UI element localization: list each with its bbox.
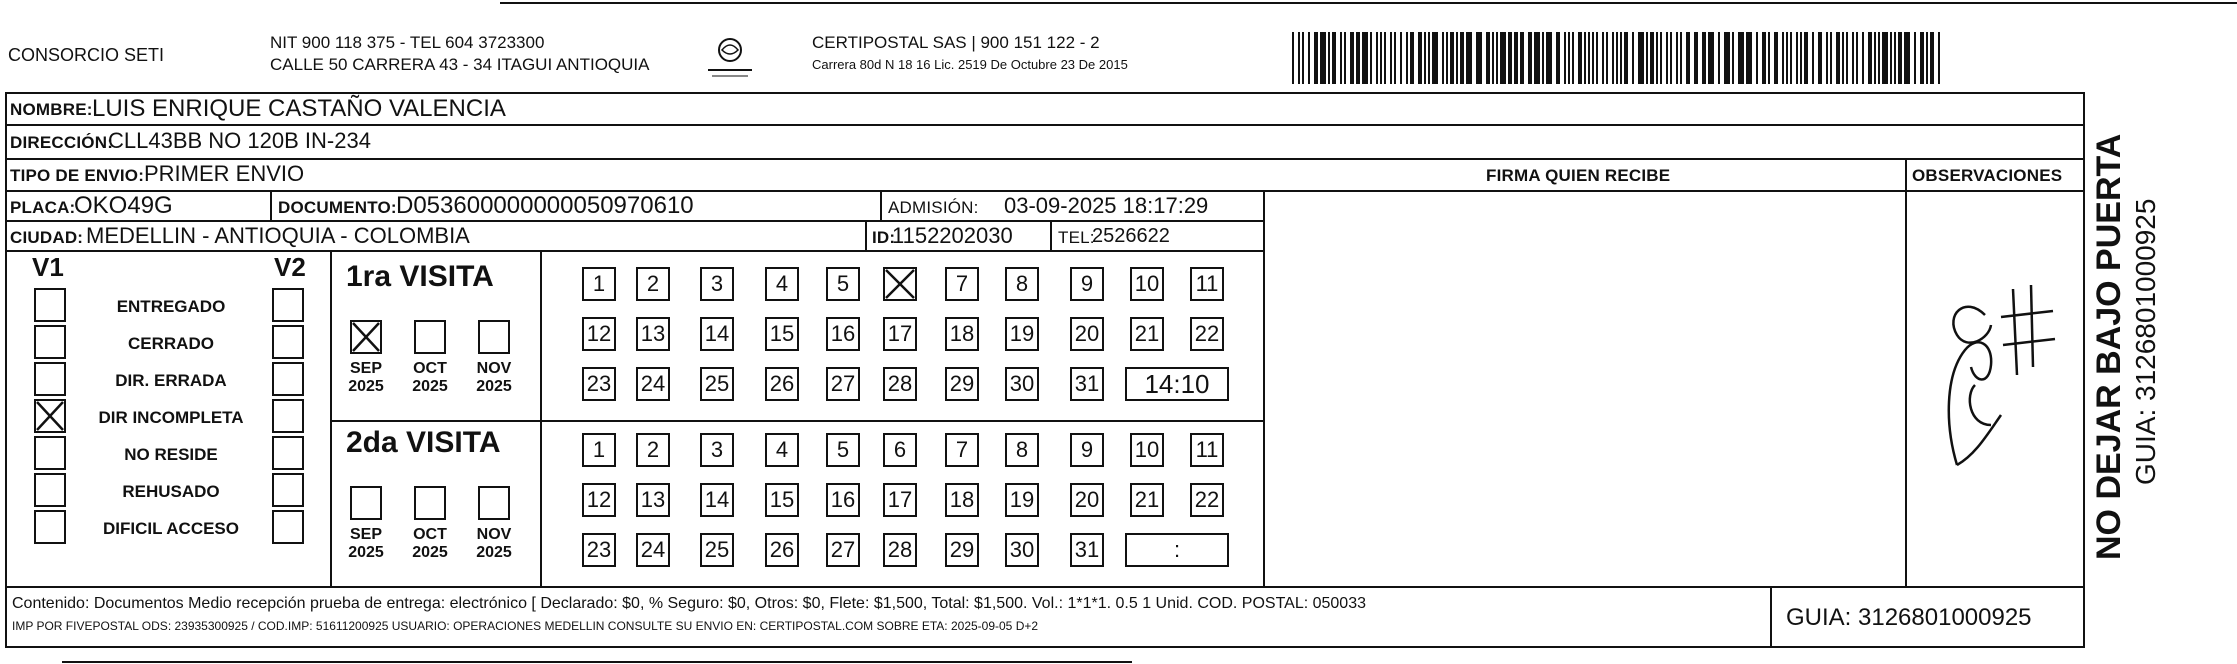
- day-box[interactable]: 7: [945, 267, 979, 301]
- nombre-value: LUIS ENRIQUE CASTAÑO VALENCIA: [92, 95, 506, 122]
- v2-checkbox[interactable]: [272, 325, 304, 359]
- tel-label: TEL:: [1058, 228, 1095, 247]
- day-box[interactable]: 2: [636, 267, 670, 301]
- direccion-value: CLL43BB NO 120B IN-234: [108, 128, 371, 153]
- month-label: OCT 2025: [412, 526, 448, 562]
- day-box[interactable]: 28: [883, 533, 917, 567]
- status-label: DIR. ERRADA: [115, 371, 227, 390]
- placa-value: OKO49G: [74, 192, 173, 219]
- day-box[interactable]: 11: [1190, 267, 1224, 301]
- ciudad-label: CIUDAD:: [10, 228, 84, 247]
- v1-checkbox[interactable]: [34, 436, 66, 470]
- day-box[interactable]: 24: [636, 367, 670, 401]
- month-label: OCT 2025: [412, 360, 448, 396]
- x-mark-icon: [34, 399, 66, 433]
- tel-value: 2526622: [1092, 225, 1170, 247]
- day-box[interactable]: 9: [1070, 433, 1104, 467]
- day-box[interactable]: 22: [1190, 317, 1224, 351]
- day-box[interactable]: 1: [582, 267, 616, 301]
- documento-value: D053600000000050970610: [396, 192, 694, 219]
- month-label: SEP 2025: [348, 360, 384, 396]
- day-box[interactable]: 15: [765, 483, 799, 517]
- v2-checkbox[interactable]: [272, 436, 304, 470]
- month-checkbox[interactable]: [350, 486, 382, 520]
- day-box[interactable]: 6: [883, 433, 917, 467]
- status-label: REHUSADO: [122, 482, 220, 501]
- day-box[interactable]: 16: [826, 317, 860, 351]
- company-name: CONSORCIO SETI: [8, 45, 165, 65]
- address-line: CALLE 50 CARRERA 43 - 34 ITAGUI ANTIOQUIA: [270, 55, 650, 74]
- day-box[interactable]: 17: [883, 317, 917, 351]
- day-box[interactable]: 21: [1130, 317, 1164, 351]
- v2-checkbox[interactable]: [272, 510, 304, 544]
- day-box[interactable]: 2: [636, 433, 670, 467]
- v1-checkbox[interactable]: [34, 473, 66, 507]
- license-line: Carrera 80d N 18 16 Lic. 2519 De Octubre 23 De 2015: [812, 57, 1128, 72]
- day-box[interactable]: 8: [1005, 433, 1039, 467]
- day-box[interactable]: 29: [945, 367, 979, 401]
- day-box[interactable]: 3: [700, 433, 734, 467]
- v1-checkbox[interactable]: [34, 325, 66, 359]
- status-label: DIFICIL ACCESO: [102, 519, 239, 538]
- day-box[interactable]: 14: [700, 317, 734, 351]
- day-box[interactable]: 31: [1070, 367, 1104, 401]
- day-box[interactable]: 22: [1190, 483, 1224, 517]
- day-box[interactable]: 23: [582, 533, 616, 567]
- footer-guia: GUIA: 3126801000925: [1786, 604, 2032, 631]
- day-box[interactable]: 12: [582, 317, 616, 351]
- month-checkbox[interactable]: [414, 320, 446, 354]
- day-box[interactable]: 29: [945, 533, 979, 567]
- imp-line: IMP POR FIVEPOSTAL ODS: 23935300925 / COD.IMP: 51611200925 USUARIO: OPERACIONES MEDELLIN CONSULTE SU ENVIO EN: CERTIPOSTAL.COM SOBRE ETA: 2025-09-05 D+2: [12, 619, 1039, 633]
- day-box[interactable]: 20: [1070, 483, 1104, 517]
- day-box[interactable]: 23: [582, 367, 616, 401]
- v2-label: V2: [274, 252, 306, 282]
- second-visit-title: 2da VISITA: [346, 426, 501, 459]
- direccion-label: DIRECCIÓN:: [10, 133, 114, 152]
- certipostal-logo: [700, 34, 760, 84]
- x-mark-icon: [350, 320, 382, 354]
- month-checkbox[interactable]: [414, 486, 446, 520]
- day-box[interactable]: 25: [700, 533, 734, 567]
- day-box[interactable]: 26: [765, 533, 799, 567]
- day-box[interactable]: 26: [765, 367, 799, 401]
- day-box[interactable]: 16: [826, 483, 860, 517]
- admision-label: ADMISIÓN:: [888, 198, 979, 217]
- v1-checkbox[interactable]: [34, 362, 66, 396]
- month-checkbox[interactable]: [478, 320, 510, 354]
- no-dejar-bajo-puerta: NO DEJAR BAJO PUERTA: [2090, 133, 2128, 560]
- nombre-label: NOMBRE:: [10, 100, 93, 119]
- documento-label: DOCUMENTO:: [278, 198, 397, 217]
- day-box[interactable]: 27: [826, 367, 860, 401]
- v2-checkbox[interactable]: [272, 399, 304, 433]
- day-box[interactable]: 17: [883, 483, 917, 517]
- status-label: DIR INCOMPLETA: [98, 408, 244, 427]
- day-box[interactable]: 31: [1070, 533, 1104, 567]
- certipostal-line: CERTIPOSTAL SAS | 900 151 122 - 2: [812, 33, 1100, 52]
- day-box[interactable]: 9: [1070, 267, 1104, 301]
- barcode: [1292, 32, 1952, 84]
- day-box[interactable]: 28: [883, 367, 917, 401]
- day-box[interactable]: 27: [826, 533, 860, 567]
- day-box[interactable]: 30: [1005, 533, 1039, 567]
- top-edge-rule: [500, 2, 2237, 4]
- day-box[interactable]: 1: [582, 433, 616, 467]
- first-visit-title: 1ra VISITA: [346, 260, 494, 293]
- day-box[interactable]: 7: [945, 433, 979, 467]
- tipo-envio-value: PRIMER ENVIO: [144, 161, 305, 186]
- month-label: SEP 2025: [348, 526, 384, 562]
- day-box[interactable]: 19: [1005, 317, 1039, 351]
- day-box[interactable]: 12: [582, 483, 616, 517]
- day-box[interactable]: 8: [1005, 267, 1039, 301]
- day-box[interactable]: 10: [1130, 433, 1164, 467]
- v2-checkbox[interactable]: [272, 288, 304, 322]
- day-box[interactable]: 20: [1070, 317, 1104, 351]
- day-box[interactable]: 15: [765, 317, 799, 351]
- admision-value: 03-09-2025 18:17:29: [1004, 193, 1209, 218]
- v2-checkbox[interactable]: [272, 473, 304, 507]
- firma-quien-recibe-header: FIRMA QUIEN RECIBE: [1486, 166, 1671, 185]
- ciudad-value: MEDELLIN - ANTIOQUIA - COLOMBIA: [86, 223, 470, 248]
- form-frame: [5, 92, 2085, 648]
- status-label: NO RESIDE: [124, 445, 218, 464]
- day-box[interactable]: 10: [1130, 267, 1164, 301]
- first-visit-time[interactable]: 14:10: [1125, 367, 1229, 401]
- day-box[interactable]: 24: [636, 533, 670, 567]
- day-box[interactable]: 4: [765, 433, 799, 467]
- v1-checkbox[interactable]: [34, 288, 66, 322]
- day-box[interactable]: 18: [945, 317, 979, 351]
- day-box[interactable]: 5: [826, 433, 860, 467]
- day-box[interactable]: 19: [1005, 483, 1039, 517]
- x-mark-icon: [883, 267, 917, 301]
- month-label: NOV 2025: [476, 526, 512, 562]
- day-box[interactable]: 30: [1005, 367, 1039, 401]
- handwritten-signature: [1905, 255, 2065, 505]
- id-label: ID:: [872, 228, 896, 247]
- contenido-line: Contenido: Documentos Medio recepción prueba de entrega: electrónico [ Declarado: $0, % Seguro: $0, Otros: $0, Flete: $1,500, Total: $1,500. Vol.: 1*1*1. 0.5 1 Unid. COD. POSTAL: 050033: [12, 595, 1366, 612]
- day-box[interactable]: 4: [765, 267, 799, 301]
- v2-checkbox[interactable]: [272, 362, 304, 396]
- status-label: ENTREGADO: [116, 297, 226, 316]
- placa-label: PLACA:: [10, 198, 76, 217]
- v1-checkbox[interactable]: [34, 510, 66, 544]
- id-value: 1152202030: [892, 223, 1013, 248]
- status-label: CERRADO: [128, 334, 214, 353]
- tipo-envio-label: TIPO DE ENVIO:: [10, 166, 145, 185]
- day-box[interactable]: 13: [636, 483, 670, 517]
- nit-line: NIT 900 118 375 - TEL 604 3723300: [270, 33, 545, 52]
- month-checkbox[interactable]: [478, 486, 510, 520]
- month-label: NOV 2025: [476, 360, 512, 396]
- day-box[interactable]: 5: [826, 267, 860, 301]
- day-box[interactable]: 18: [945, 483, 979, 517]
- observaciones-header: OBSERVACIONES: [1912, 166, 2063, 185]
- day-box[interactable]: 11: [1190, 433, 1224, 467]
- v1-label: V1: [32, 252, 64, 282]
- day-box[interactable]: 21: [1130, 483, 1164, 517]
- day-box[interactable]: 14: [700, 483, 734, 517]
- bottom-edge-rule: [62, 661, 1132, 663]
- day-box[interactable]: 3: [700, 267, 734, 301]
- day-box[interactable]: 25: [700, 367, 734, 401]
- second-visit-time[interactable]: :: [1125, 533, 1229, 567]
- day-box[interactable]: 13: [636, 317, 670, 351]
- side-guia: GUIA: 3126801000925: [2130, 198, 2161, 485]
